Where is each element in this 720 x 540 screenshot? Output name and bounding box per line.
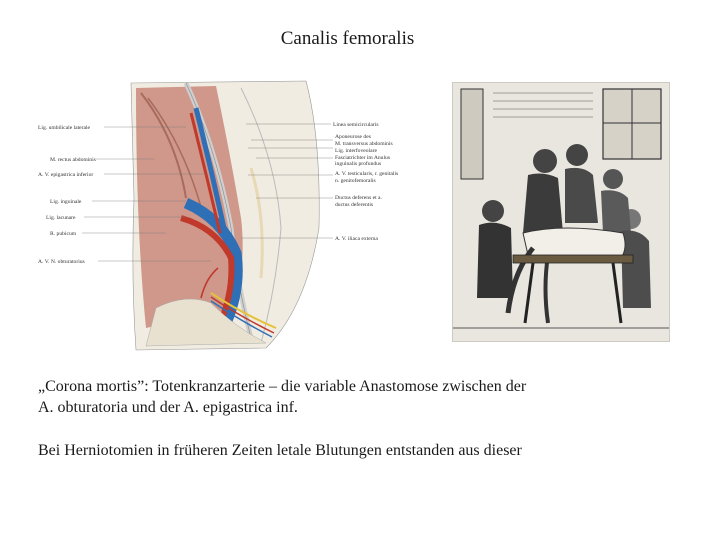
paragraph-line-1: „Corona mortis”: Totenkranzarterie – die variable Anastomose zwischen der [38, 378, 527, 395]
corona-mortis-paragraph [38, 376, 688, 418]
label-m-rectus: M. rectus abdominis [50, 157, 96, 163]
label-ductus-deferentis: ductus deferentis [335, 202, 374, 208]
paragraph-line-2: A. obturatoria und der A. epigastrica inf. [38, 399, 298, 416]
slide-title: Canalis femoralis [280, 28, 415, 49]
herniotomy-paragraph: Bei Herniotomien in früheren Zeiten letale Blutungen entstanden aus dieser [38, 442, 522, 459]
label-lig-interfoveolare: Lig. interfoveolare [335, 148, 377, 154]
woodcut-drawing [453, 83, 669, 341]
label-obturatorius: A. V. N. obturatorius [38, 259, 85, 265]
anatomy-illustration [36, 78, 408, 360]
historical-surgery-woodcut [452, 82, 670, 342]
label-ductus-deferens: Ductus deferens et a. [335, 195, 382, 201]
label-lig-umbilicale: Lig. umbilicale laterale [38, 125, 91, 131]
label-lig-lacunare: Lig. lacunare [46, 215, 76, 221]
label-linea-semicircularis: Linea semicircularis [333, 122, 379, 128]
label-aponeurose: Aponeurose des [335, 134, 371, 140]
label-r-pubicum: R. pubicum [50, 231, 77, 237]
label-anulus-profundus: inguinalis profundus [335, 161, 382, 167]
label-iliaca-externa: A. V. iliaca externa [335, 236, 378, 242]
label-genitofemoralis: n. genitofemoralis [335, 178, 376, 184]
label-fasciatrichter: Fasciatrichter im Anulus [335, 155, 390, 161]
label-lig-inguinale: Lig. inguinale [50, 199, 82, 205]
label-epigastrica: A. V. epigastrica inferior [38, 172, 94, 178]
label-testicularis: A. V. testicularis, r. genitalis [335, 171, 399, 177]
femoral-canal-drawing [36, 78, 408, 360]
label-m-transversus: M. transversus abdominis [335, 141, 393, 147]
